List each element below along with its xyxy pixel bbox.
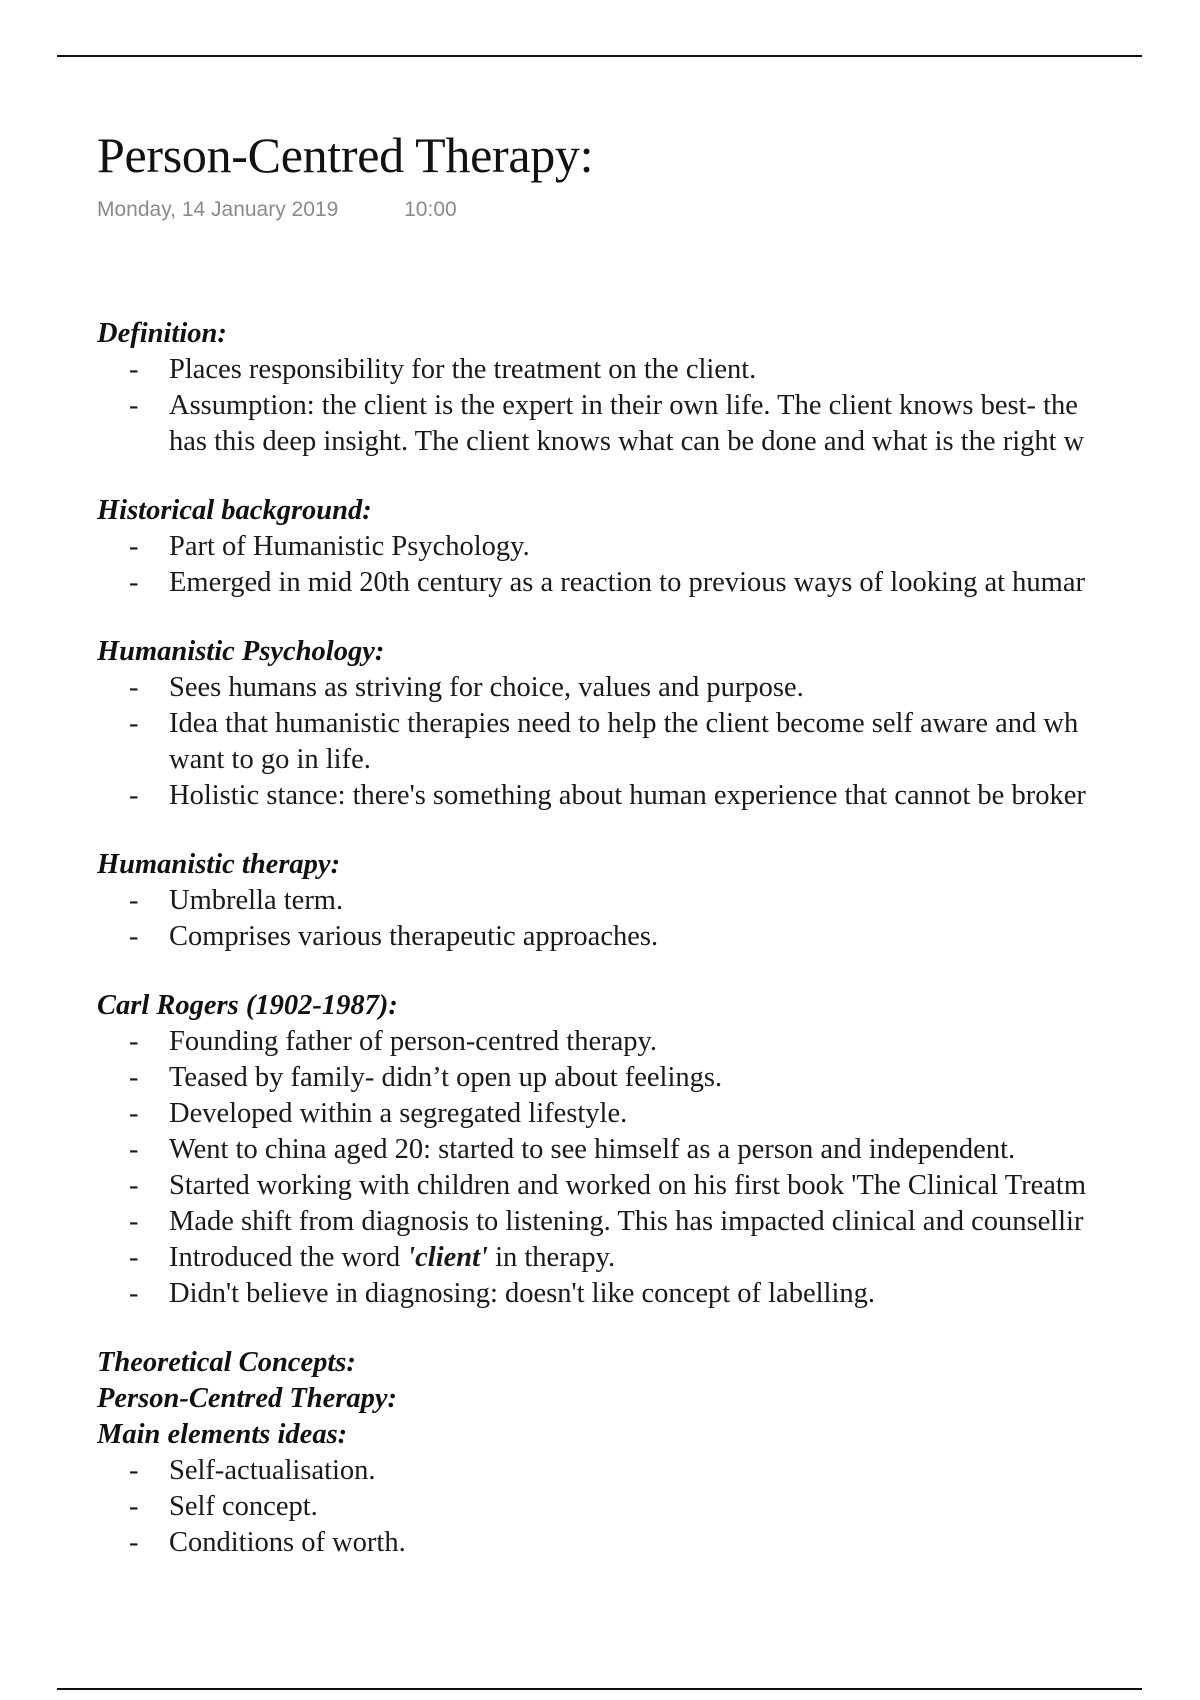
- bottom-divider: [57, 1688, 1142, 1690]
- list-item: - Started working with children and worked on his first book 'The Clinical Treatm: [97, 1168, 1200, 1204]
- list-item: - Founding father of person-centred therapy.: [97, 1024, 1200, 1060]
- list-item: - Developed within a segregated lifestyle.: [97, 1096, 1200, 1132]
- list-item-text: Introduced the word: [169, 1242, 408, 1273]
- list-item: - Idea that humanistic therapies need to help the client become self aware and wh: [97, 706, 1200, 742]
- list-item: - Self concept.: [97, 1489, 1200, 1525]
- list-item-text: in therapy.: [487, 1242, 616, 1273]
- section-heading: Humanistic Psychology:: [97, 636, 385, 667]
- section-humanistic-psychology: [97, 634, 1200, 814]
- list-item: - Self-actualisation.: [97, 1453, 1200, 1489]
- list-item: [97, 1240, 1200, 1276]
- list-item: - Places responsibility for the treatment on the client.: [97, 352, 1200, 388]
- list-item: - Made shift from diagnosis to listening. This has impacted clinical and counsellir: [97, 1204, 1200, 1240]
- section-heading: Definition:: [97, 318, 227, 349]
- section-heading: Carl Rogers (1902-1987):: [97, 990, 398, 1021]
- list-item: - Teased by family- didn’t open up about feelings.: [97, 1060, 1200, 1096]
- section-carl-rogers: [97, 988, 1200, 1312]
- note-time: 10:00: [404, 198, 457, 221]
- list-item-continuation: want to go in life.: [169, 744, 371, 775]
- section-heading: Theoretical Concepts:: [97, 1347, 356, 1378]
- bullet-list: [97, 1453, 1200, 1561]
- note-date: Monday, 14 January 2019: [97, 198, 339, 221]
- list-item: - Part of Humanistic Psychology.: [97, 529, 1200, 565]
- section-subheading: Person-Centred Therapy:: [97, 1383, 398, 1414]
- list-item: - Umbrella term.: [97, 883, 1200, 919]
- bullet-list: [97, 883, 1200, 955]
- note-body: [97, 316, 1200, 1594]
- bullet-list: [97, 670, 1200, 742]
- list-item: - Went to china aged 20: started to see himself as a person and independent.: [97, 1132, 1200, 1168]
- section-definition: [97, 316, 1200, 460]
- list-item: - Sees humans as striving for choice, values and purpose.: [97, 670, 1200, 706]
- bullet-list: [97, 352, 1200, 424]
- list-item: - Assumption: the client is the expert in their own life. The client knows best- the: [97, 388, 1200, 424]
- section-humanistic-therapy: [97, 847, 1200, 955]
- list-item-continuation: has this deep insight. The client knows what can be done and what is the right w: [169, 426, 1085, 457]
- section-theoretical-concepts: [97, 1345, 1200, 1561]
- section-historical-background: [97, 493, 1200, 601]
- list-item: - Didn't believe in diagnosing: doesn't like concept of labelling.: [97, 1276, 1200, 1312]
- bullet-list: [97, 1024, 1200, 1312]
- section-heading: Historical background:: [97, 495, 372, 526]
- note-page: [97, 120, 1200, 1594]
- note-metadata: [97, 198, 1200, 222]
- emphasized-word: 'client': [407, 1242, 488, 1273]
- bullet-list: [97, 778, 1200, 814]
- top-divider: [57, 55, 1142, 57]
- list-item: - Holistic stance: there's something about human experience that cannot be broker: [97, 778, 1200, 814]
- list-item: - Emerged in mid 20th century as a reaction to previous ways of looking at humar: [97, 565, 1200, 601]
- section-heading: Humanistic therapy:: [97, 849, 341, 880]
- list-item: - Comprises various therapeutic approaches.: [97, 919, 1200, 955]
- section-subheading: Main elements ideas:: [97, 1419, 348, 1450]
- page-title: Person-Centred Therapy:: [97, 127, 594, 183]
- list-item: - Conditions of worth.: [97, 1525, 1200, 1561]
- bullet-list: [97, 529, 1200, 601]
